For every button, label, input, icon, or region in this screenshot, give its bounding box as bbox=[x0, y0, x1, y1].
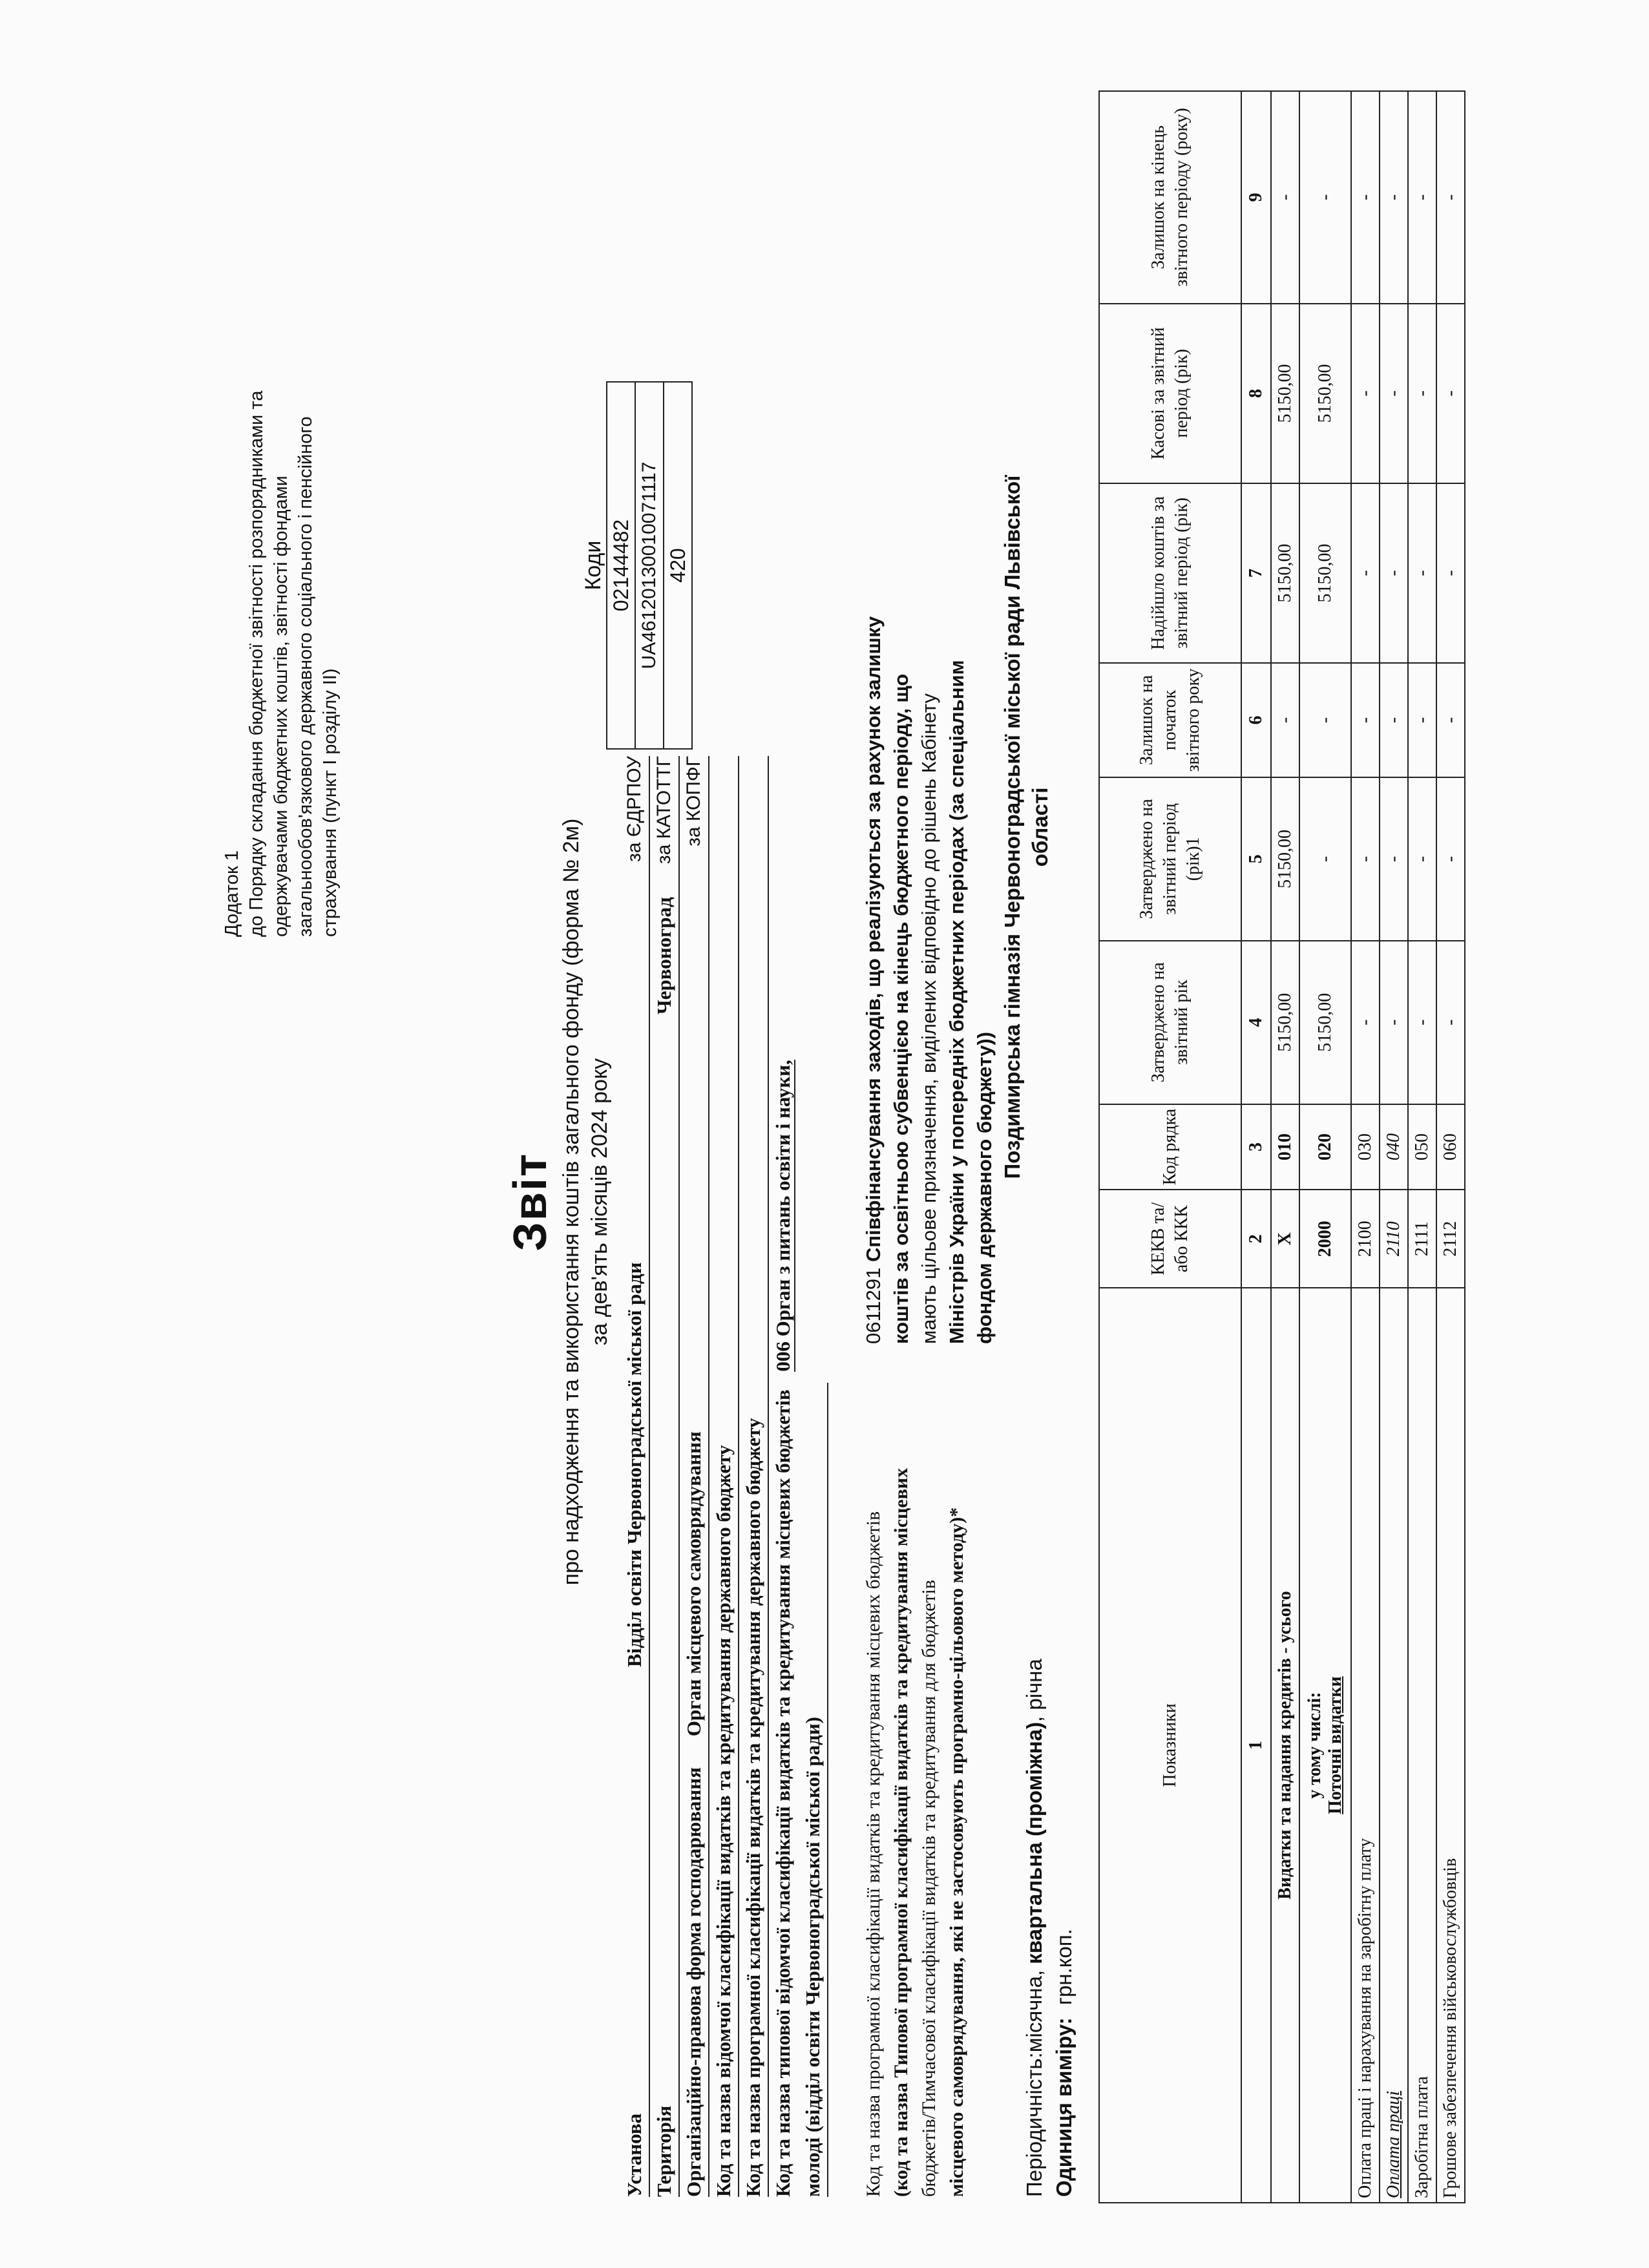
institution-label: Установа bbox=[623, 2113, 646, 2197]
cell-kekv: 2110 bbox=[1380, 1190, 1408, 1288]
cell-c4: - bbox=[1380, 941, 1408, 1104]
cell-c4: - bbox=[1351, 941, 1380, 1104]
index-cell: 8 bbox=[1241, 304, 1271, 483]
col-header: Код рядка bbox=[1099, 1104, 1241, 1190]
cell-c8: 5150,00 bbox=[1271, 304, 1299, 483]
index-cell: 3 bbox=[1241, 1104, 1271, 1190]
row-name bbox=[1408, 1288, 1436, 2203]
appendix-line: одержувачами бюджетних коштів, звітності фондами bbox=[271, 476, 291, 937]
cell-kekv: 2111 bbox=[1408, 1190, 1436, 1288]
table-row bbox=[1351, 91, 1380, 2203]
periodicity-prefix: Періодичність:місячна, bbox=[1022, 1964, 1046, 2197]
recipient-line: області bbox=[1028, 787, 1052, 867]
typical-class-row bbox=[769, 756, 797, 2197]
report-title-block bbox=[504, 653, 614, 1751]
col-header: Затверджено на звітний період (рік)1 bbox=[1099, 777, 1241, 941]
cell-c6: - bbox=[1380, 663, 1408, 777]
institution-row bbox=[620, 756, 650, 2197]
program-class-line: бюджетів/Тимчасової класифікації видатків та кредитування для бюджетів bbox=[918, 1579, 940, 2197]
index-cell: 6 bbox=[1241, 663, 1271, 777]
legal-form-row bbox=[680, 756, 709, 2197]
recipient-name bbox=[998, 310, 1054, 1344]
row-name bbox=[1299, 1288, 1351, 2203]
report-table bbox=[1098, 90, 1465, 2203]
cell-c9: - bbox=[1299, 91, 1351, 304]
cell-code: 010 bbox=[1271, 1104, 1299, 1190]
territory-value: Червоноград bbox=[653, 897, 675, 1014]
index-cell: 1 bbox=[1241, 1288, 1271, 2203]
index-row bbox=[1241, 91, 1271, 2203]
index-cell: 9 bbox=[1241, 91, 1271, 304]
cell-c9: - bbox=[1271, 91, 1299, 304]
cell-c5: - bbox=[1299, 777, 1351, 941]
cell-c4: 5150,00 bbox=[1299, 941, 1351, 1104]
periodicity-suffix: , річна bbox=[1022, 1659, 1046, 1722]
cell-c4: 5150,00 bbox=[1271, 941, 1299, 1104]
col-header: Касові за звітний період (рік) bbox=[1099, 304, 1241, 483]
unit-label: Одиниця виміру: bbox=[1052, 2017, 1076, 2197]
typical-class-cont: молоді (відділ освіти Червоноградської міської ради) bbox=[801, 1716, 824, 2197]
row-name-text: Оплата праці bbox=[1383, 2090, 1403, 2198]
cell-c9: - bbox=[1408, 91, 1436, 304]
cell-c6: - bbox=[1351, 663, 1380, 777]
col-header: Надійшло коштів за звітний період (рік) bbox=[1099, 483, 1241, 663]
index-cell: 5 bbox=[1241, 777, 1271, 941]
typical-class-label: Код та назва типової відомчої класифікації видатків та кредитування місцевих бюджетів bbox=[772, 1389, 794, 2197]
table-header-row bbox=[1099, 91, 1241, 2203]
cell-c6: - bbox=[1271, 663, 1299, 777]
prog-class-label: Код та назва програмної класифікації видатків та кредитування державного бюджету bbox=[742, 1418, 764, 2197]
row-name-text: Заробітна плата bbox=[1412, 2076, 1432, 2198]
col-header: Залишок на початок звітного року bbox=[1099, 663, 1241, 777]
unit-row bbox=[1051, 1929, 1078, 2197]
row-name bbox=[1380, 1288, 1408, 2203]
cell-code: 060 bbox=[1436, 1104, 1465, 1190]
program-class-line: місцевого самоврядування, які не застосовують програмно-цільового методу)* bbox=[946, 1507, 967, 2197]
cell-c8: - bbox=[1436, 304, 1465, 483]
recipient-line: Поздимирська гімназія Червоноградської міської ради Львівської bbox=[1000, 475, 1024, 1179]
periodicity-selected: квартальна (проміжна) bbox=[1022, 1721, 1046, 1964]
index-cell: 4 bbox=[1241, 941, 1271, 1104]
cell-c7: 5150,00 bbox=[1299, 483, 1351, 663]
appendix-note bbox=[220, 226, 342, 937]
program-description bbox=[859, 310, 998, 1344]
row-name-text: Оплата праці і нарахування на заробітну плату bbox=[1355, 1838, 1375, 2198]
institution-value: Відділ освіти Червоноградської міської ради bbox=[623, 1262, 646, 1667]
katottg-label: за КАТОТТГ bbox=[653, 756, 675, 865]
cell-c9: - bbox=[1351, 91, 1380, 304]
program-class-line: (код та назва Типової програмної класифікації видатків та кредитування місцевих bbox=[890, 1467, 912, 2197]
table-row bbox=[1436, 91, 1465, 2203]
appendix-title: Додаток 1 bbox=[222, 850, 242, 937]
index-cell: 7 bbox=[1241, 483, 1271, 663]
cell-c8: - bbox=[1408, 304, 1436, 483]
program-description-text: Співфінансування заходів, що реалізуються за рахунок залишку bbox=[862, 616, 885, 1262]
legal-form-value: Орган місцевого самоврядування bbox=[682, 1431, 705, 1737]
col-header: Затверджено на звітний рік bbox=[1099, 941, 1241, 1104]
cell-code: 020 bbox=[1299, 1104, 1351, 1190]
program-class-line: Код та назва програмної класифікації видатків та кредитування місцевих бюджетів bbox=[863, 1511, 884, 2197]
dept-class-label: Код та назва відомчої класифікації видатків та кредитування державного бюджету bbox=[712, 1445, 735, 2197]
cell-c6: - bbox=[1408, 663, 1436, 777]
cell-c7: - bbox=[1408, 483, 1436, 663]
col-header: КЕКВ та/або ККК bbox=[1099, 1190, 1241, 1288]
cell-code: 030 bbox=[1351, 1104, 1380, 1190]
appendix-line: страхування (пункт I розділу II) bbox=[320, 668, 341, 937]
cell-c8: - bbox=[1351, 304, 1380, 483]
row-name-text: Видатки та надання кредитів - усього bbox=[1275, 1591, 1295, 1900]
cell-c5: 5150,00 bbox=[1271, 777, 1299, 941]
katottg-code: UA46120130010071117 bbox=[635, 381, 664, 750]
row-subname: Поточні видатки bbox=[1325, 1676, 1345, 1814]
cell-c7: 5150,00 bbox=[1271, 483, 1299, 663]
col-header: Показники bbox=[1099, 1288, 1241, 2203]
territory-row bbox=[650, 756, 680, 2197]
cell-c6: - bbox=[1299, 663, 1351, 777]
typical-class-cont-row bbox=[799, 1383, 828, 2197]
cell-c5: - bbox=[1436, 777, 1465, 941]
program-description-line-0 bbox=[859, 310, 887, 1344]
program-description-line: фондом державного бюджету)) bbox=[973, 1031, 996, 1344]
cell-code: 050 bbox=[1408, 1104, 1436, 1190]
periodicity bbox=[1021, 1659, 1048, 2197]
cell-c5: - bbox=[1408, 777, 1436, 941]
table-row bbox=[1299, 91, 1351, 2203]
row-name bbox=[1271, 1288, 1299, 2203]
appendix-line: загальнообов'язкового державного соціального і пенсійного bbox=[295, 416, 316, 937]
cell-c4: - bbox=[1408, 941, 1436, 1104]
row-name bbox=[1436, 1288, 1465, 2203]
territory-label: Територія bbox=[653, 2105, 675, 2197]
row-name bbox=[1351, 1288, 1380, 2203]
cell-code: 040 bbox=[1380, 1104, 1408, 1190]
row-name-text: Грошове забезпечення військовослужбовців bbox=[1440, 1858, 1460, 2198]
cell-kekv: 2112 bbox=[1436, 1190, 1465, 1288]
prog-class-row bbox=[739, 756, 769, 2197]
table-row bbox=[1408, 91, 1436, 2203]
cell-c7: - bbox=[1436, 483, 1465, 663]
edrpou-label: за ЄДРПОУ bbox=[624, 756, 645, 862]
table-row bbox=[1380, 91, 1408, 2203]
appendix-line: до Порядку складання бюджетної звітності розпорядниками та bbox=[246, 390, 267, 937]
cell-c9: - bbox=[1436, 91, 1465, 304]
dept-class-row bbox=[709, 756, 739, 2197]
program-class-text bbox=[859, 1357, 971, 2197]
kopfg-code: 420 bbox=[663, 381, 693, 750]
table-row bbox=[1271, 91, 1299, 2203]
program-description-line: мають цільове призначення, виділених відповідно до рішень Кабінету bbox=[918, 693, 940, 1344]
cell-kekv: X bbox=[1271, 1190, 1299, 1288]
program-code: 0611291 bbox=[862, 1267, 885, 1344]
cell-c7: - bbox=[1380, 483, 1408, 663]
typical-class-value: 006 Орган з питань освіти і науки, bbox=[772, 1060, 794, 1372]
report-subtitle: про надходження та використання коштів загального фонду (форма № 2м) bbox=[559, 818, 583, 1586]
legal-form-label: Організаційно-правова форма господарювання bbox=[682, 1767, 705, 2197]
kopfg-label: за КОПФГ bbox=[683, 756, 704, 846]
col-header: Залишок на кінець звітного періоду (року) bbox=[1099, 91, 1241, 304]
unit-value: грн.коп. bbox=[1052, 1929, 1076, 2006]
report-title: Звіт bbox=[505, 1152, 556, 1252]
program-description-line: Міністрів України у попередніх бюджетних періодах (за спеціальним bbox=[945, 660, 968, 1344]
cell-c5: - bbox=[1351, 777, 1380, 941]
codes-title: Коди bbox=[581, 540, 605, 591]
edrpou-code: 02144482 bbox=[606, 381, 636, 750]
cell-c5: - bbox=[1380, 777, 1408, 941]
cell-c9: - bbox=[1380, 91, 1408, 304]
report-period: за дев'ять місяців 2024 року bbox=[587, 1058, 612, 1346]
cell-c7: - bbox=[1351, 483, 1380, 663]
program-description-line: коштів за освітньою субвенцією на кінець бюджетного періоду, що bbox=[890, 673, 912, 1344]
cell-kekv: 2100 bbox=[1351, 1190, 1380, 1288]
cell-c6: - bbox=[1436, 663, 1465, 777]
index-cell: 2 bbox=[1241, 1190, 1271, 1288]
cell-kekv: 2000 bbox=[1299, 1190, 1351, 1288]
cell-c8: 5150,00 bbox=[1299, 304, 1351, 483]
cell-c4: - bbox=[1436, 941, 1465, 1104]
codes-box bbox=[579, 381, 693, 750]
cell-c8: - bbox=[1380, 304, 1408, 483]
row-name-text: у тому числі: bbox=[1305, 1692, 1325, 1799]
